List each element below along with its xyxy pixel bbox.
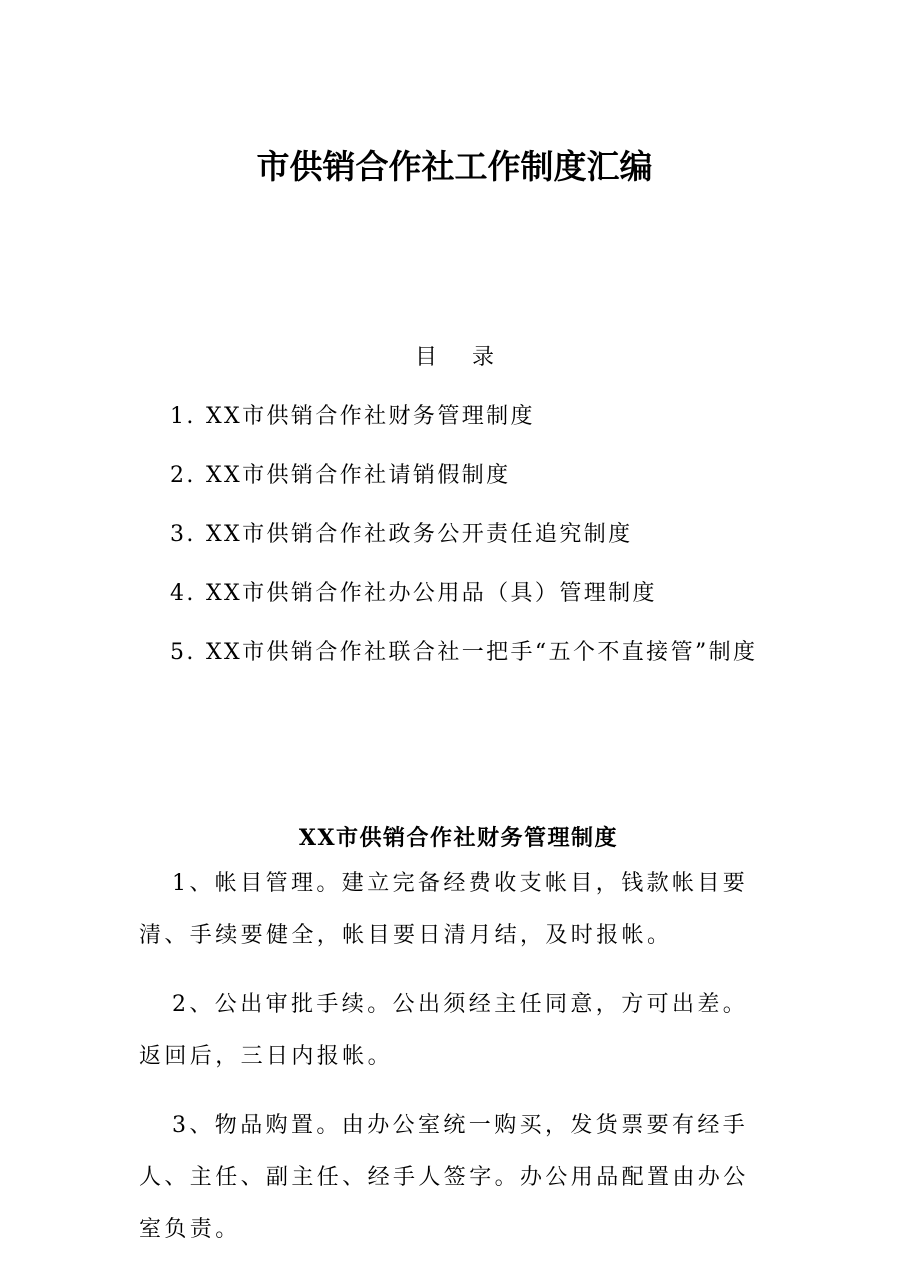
toc-item[interactable] <box>170 573 757 632</box>
section-title: XX市供销合作社财务管理制度 <box>298 825 619 852</box>
toc-item[interactable] <box>170 514 757 573</box>
toc-item-number: 5. <box>170 640 196 665</box>
toc-heading: 目 录 <box>415 345 508 370</box>
paragraph-account-management: 1、帐目管理。建立完备经费收支帐目，钱款帐目要清、手续要健全，帐目要日清月结，及时报帐。 <box>139 871 749 948</box>
toc-item-label: XX市供销合作社办公用品（具）管理制度 <box>206 581 657 606</box>
document-title: 市供销合作社工作制度汇编 <box>256 147 653 186</box>
toc-item[interactable] <box>170 455 757 514</box>
toc-list <box>170 396 757 691</box>
toc-item-label: XX市供销合作社请销假制度 <box>206 463 511 488</box>
toc-item-label: XX市供销合作社政务公开责任追究制度 <box>206 522 633 547</box>
toc-item-number: 4. <box>170 581 196 606</box>
toc-item[interactable] <box>170 632 757 691</box>
toc-item-number: 1. <box>170 404 196 429</box>
paragraph-business-trip-approval: 2、公出审批手续。公出须经主任同意，方可出差。返回后，三日内报帐。 <box>139 992 749 1069</box>
toc-item-number: 2. <box>170 463 196 488</box>
paragraph-purchasing: 3、物品购置。由办公室统一购买，发货票要有经手人、主任、副主任、经手人签字。办公用品配置由办公室负责。 <box>139 1113 749 1242</box>
toc-item[interactable] <box>170 396 757 455</box>
toc-item-label: XX市供销合作社财务管理制度 <box>206 404 535 429</box>
toc-item-label: XX市供销合作社联合社一把手“五个不直接管”制度 <box>206 640 758 665</box>
toc-item-number: 3. <box>170 522 196 547</box>
section-body <box>139 858 771 1273</box>
